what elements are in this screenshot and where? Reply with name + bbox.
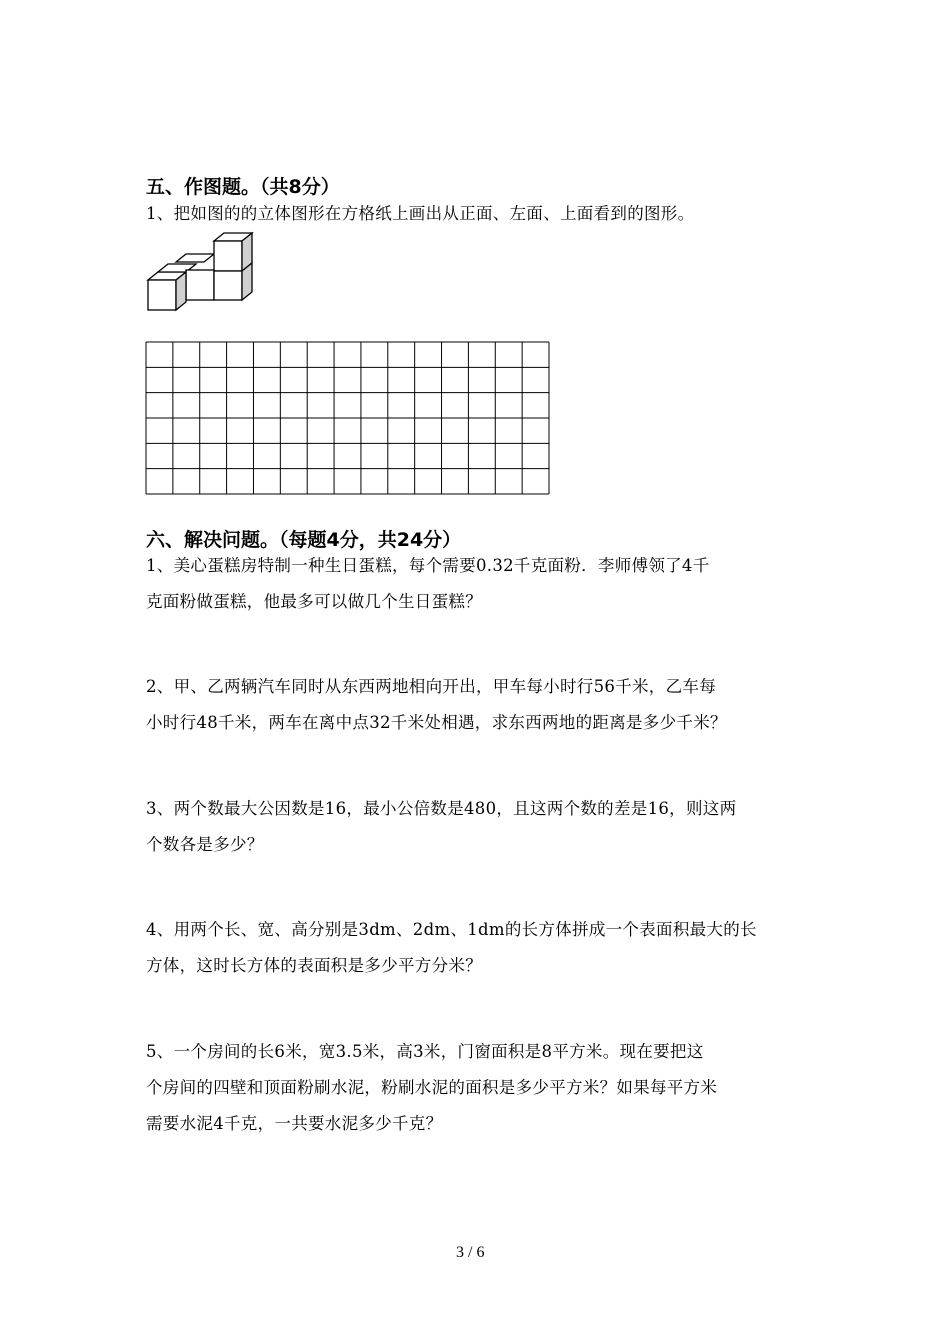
question-3-line-2: 个数各是多少？ <box>146 835 264 854</box>
question-4-line-1: 4、用两个长、宽、高分别是3dm、2dm、1dm的长方体拼成一个表面积最大的长 <box>146 920 757 939</box>
question-5-line-3: 需要水泥4千克，一共要水泥多少千克？ <box>146 1114 443 1133</box>
section5-heading: 五、作图题。（共8分） <box>146 176 340 198</box>
cube-front-face <box>186 270 214 300</box>
grid-paper <box>145 341 551 496</box>
question-5-line-2: 个房间的四壁和顶面粉刷水泥，粉刷水泥的面积是多少平方米？如果每平方米 <box>146 1078 718 1097</box>
section6-heading: 六、解决问题。（每题4分，共24分） <box>146 529 462 551</box>
question-4-line-2: 方体，这时长方体的表面积是多少平方分米？ <box>146 956 482 975</box>
question-3-line-1: 3、两个数最大公因数是16，最小公倍数是480，且这两个数的差是16，则这两 <box>146 799 737 818</box>
page-number: 3 / 6 <box>456 1244 485 1261</box>
question-5-line-1: 5、一个房间的长6米，宽3.5米，高3米，门窗面积是8平方米。现在要把这 <box>146 1042 704 1061</box>
cube-front-face <box>148 280 176 310</box>
question-2-line-1: 2、甲、乙两辆汽车同时从东西两地相向开出，甲车每小时行56千米，乙车每 <box>146 677 716 696</box>
cube-solid-figure <box>140 228 260 312</box>
cube-top-face <box>176 254 214 262</box>
cube-front-face <box>214 241 242 271</box>
question-1-line-2: 克面粉做蛋糕，他最多可以做几个生日蛋糕？ <box>146 592 482 611</box>
question-2-line-2: 小时行48千米，两车在离中点32千米处相遇，求东西两地的距离是多少千米？ <box>146 713 727 732</box>
question-1-line-1: 1、美心蛋糕房特制一种生日蛋糕，每个需要0.32千克面粉．李师傅领了4千 <box>146 556 710 575</box>
cube-front-face <box>214 271 242 300</box>
section5-question-1: 1、把如图的的立体图形在方格纸上画出从正面、左面、上面看到的图形。 <box>146 204 695 223</box>
